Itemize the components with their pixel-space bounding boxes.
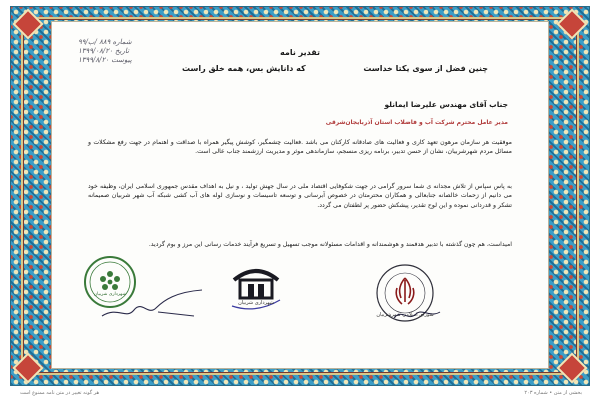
green-seal-label: شهرداری شربیان <box>93 292 127 297</box>
letter-title: تقدیر نامه <box>280 48 320 57</box>
recipient-name: جناب آقای مهندس علیرضا ایمانلو <box>384 100 508 109</box>
body-paragraph-1: موفقیت هر سازمان مرهون تعهد کاری و فعالیت های صادقانه کارکنان می باشد .فعالیت چشمگیر، کوشش پیگیر همراه با صداقت و اهتمام در جهت رفع مشکلات و مسائل مردم شهرشربیان، نشان از حسن تدبیر، برنامه ریزی منسجم، سازماندهی موثر و مدیریت ارزشمند جناب عالی است. <box>88 139 512 156</box>
reference-date: تاریخ ۱۳۹۹/۰۸/۲۰ <box>78 47 129 55</box>
corner-ornament <box>556 352 587 383</box>
municipality-stamp-label: شهرداری شربیان <box>238 300 274 306</box>
invocation-right: چنین فضل از سوی یکتا خداست <box>363 64 488 73</box>
footer-right: بخشی از متن • شماره ۲۰۳ <box>524 390 582 396</box>
body-paragraph-3: امیداست، هم چون گذشته با تدبیر هدفمند و هوشمندانه و اقدامات مسئولانه موجب تسهیل و تسریع فرآیند خدمات رسانی این مرز و بوم گردید. <box>148 241 512 248</box>
body-paragraph-2: به پاس سپاس از تلاش مجدانه ی شما سرور گرامی در جهت شکوفایی اقتصاد ملی در سال جهش تولید ، و نیل به اهداف مقدس جمهوری اسلامی ایران، وظیفه خود می دانیم از زحمات خالصانه جنابعالی و همکاران محترمتان در خصوص آبرسانی و توسعه تاسیسات و نوسازی لوله های آب کشی شبکه آب شهر شربیان صمیمانه تشکر و قدردانی نموده و این لوح تقدیر، پیشکش حضور پر لطفتان می گردد. <box>88 183 512 209</box>
corner-ornament <box>556 8 587 39</box>
reference-number: شماره ۸۸۹ /ب/۹۹ <box>78 38 132 46</box>
recipient-title: مدیر عامل محترم شرکت آب و فاضلاب استان آذربایجان‌شرقی <box>325 119 508 126</box>
signature-scribble-2 <box>392 304 442 324</box>
municipality-stamp <box>226 256 286 314</box>
council-seal-label: شورای اسلامی شهرشربیان <box>376 312 434 318</box>
invocation-verse <box>182 64 488 73</box>
corner-ornament <box>12 8 43 39</box>
reference-attachment: پیوست ۱۳۹۹/۸/۲۰ <box>78 56 132 64</box>
footer-left: هر گونه تغییر در متن نامه ممنوع است <box>20 390 100 396</box>
signature-scribble <box>98 286 208 322</box>
invocation-left: که دانایش بس، همه خلق راست <box>182 64 306 73</box>
corner-ornament <box>12 352 43 383</box>
